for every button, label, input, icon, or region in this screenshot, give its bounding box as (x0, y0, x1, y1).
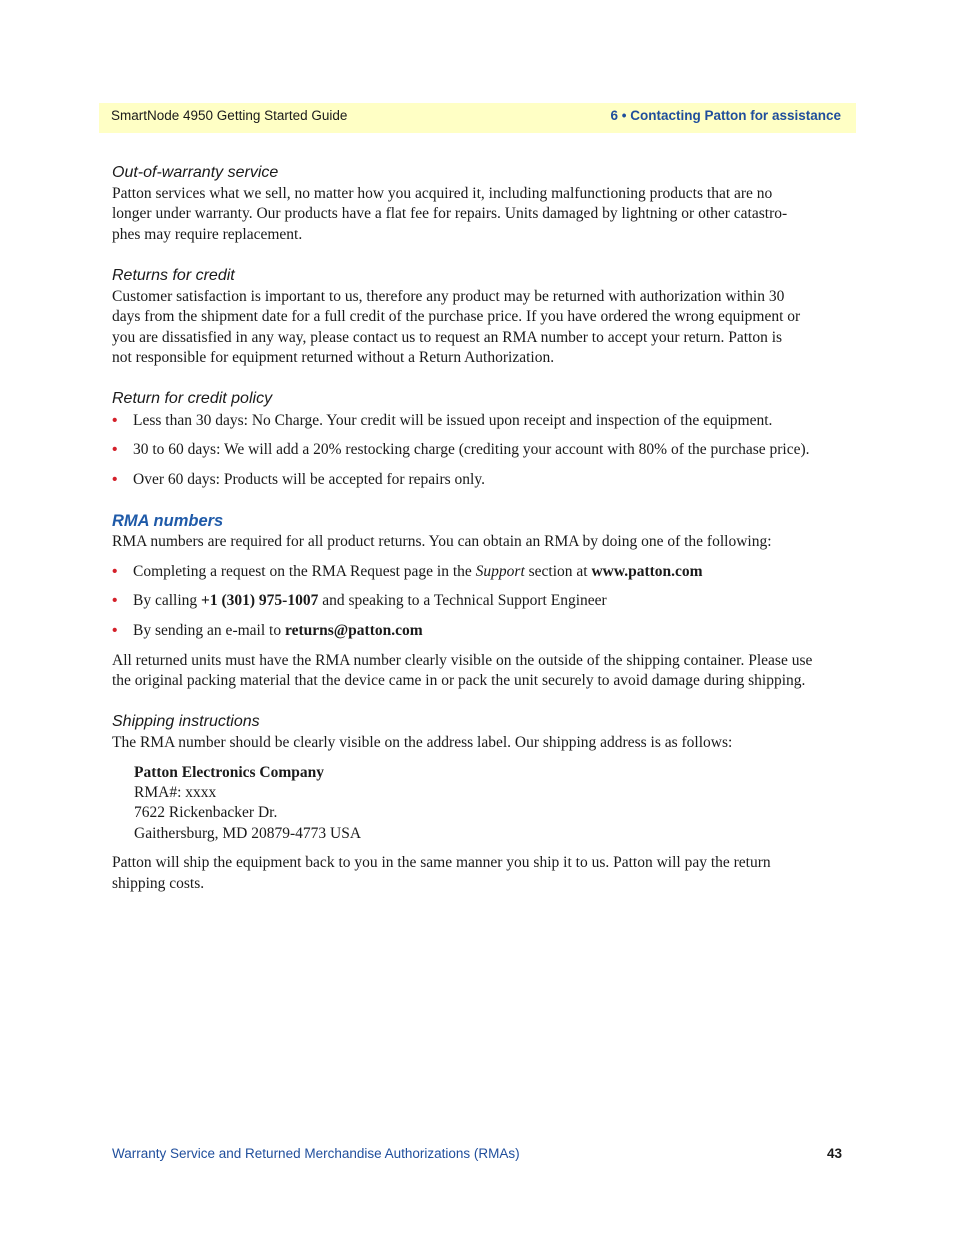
bullet-icon: • (112, 441, 118, 458)
header-chapter-title: 6 • Contacting Patton for assistance (610, 108, 841, 123)
rma-item-text (133, 621, 423, 641)
returns-credit-line-3: you are dissatisfied in any way, please contact us to request an RMA number to accept your return. Patton is (112, 329, 783, 346)
shipping-closing-line-2: shipping costs. (112, 875, 205, 892)
returns-credit-line-4: not responsible for equipment returned without a Return Authorization. (112, 349, 555, 366)
rma-item-text (133, 591, 607, 611)
heading-rma-numbers: RMA numbers (112, 512, 224, 530)
out-of-warranty-line-2: longer under warranty. Our products have a flat fee for repairs. Units damaged by lightning or other catastro- (112, 205, 788, 222)
rma-intro: RMA numbers are required for all product returns. You can obtain an RMA by doing one of the following: (112, 533, 772, 550)
heading-shipping: Shipping instructions (112, 713, 260, 730)
shipping-intro: The RMA number should be clearly visible on the address label. Our shipping address is as follows: (112, 734, 733, 751)
returns-credit-line-2: days from the shipment date for a full credit of the purchase price. If you have ordered the wrong equipment or (112, 308, 801, 325)
company-name: Patton Electronics Company (134, 764, 325, 781)
email-address: returns@patton.com (284, 622, 423, 639)
bullet-icon: • (112, 412, 118, 429)
heading-out-of-warranty: Out-of-warranty service (112, 164, 279, 181)
address-city: Gaithersburg, MD 20879-4773 USA (134, 825, 362, 842)
address-street: 7622 Rickenbacker Dr. (134, 804, 278, 821)
phone-number: +1 (301) 975-1007 (201, 592, 319, 609)
bullet-icon: • (112, 563, 118, 580)
text-run: By sending an e-mail to (133, 622, 285, 639)
address-company (134, 763, 324, 783)
header-guide-title: SmartNode 4950 Getting Started Guide (111, 108, 348, 123)
bullet-icon: • (112, 592, 118, 609)
text-run: section at (524, 563, 592, 580)
page-number: 43 (826, 1146, 842, 1161)
bullet-icon: • (112, 471, 118, 488)
returns-credit-line-1: Customer satisfaction is important to us, therefore any product may be returned with authorization within 30 (112, 288, 785, 305)
policy-item-text: Less than 30 days: No Charge. Your credit will be issued upon receipt and inspection of the equipment. (133, 412, 773, 429)
text-run: and speaking to a Technical Support Engineer (318, 592, 607, 609)
shipping-closing-line-1: Patton will ship the equipment back to you in the same manner you ship it to us. Patton will pay the return (112, 854, 771, 871)
text-run: By calling (133, 592, 202, 609)
heading-credit-policy: Return for credit policy (112, 390, 273, 407)
policy-item-text: 30 to 60 days: We will add a 20% restocking charge (crediting your account with 80% of the purchase price). (133, 441, 810, 458)
out-of-warranty-line-3: phes may require replacement. (112, 226, 303, 243)
bullet-icon: • (112, 622, 118, 639)
out-of-warranty-line-1: Patton services what we sell, no matter how you acquired it, including malfunctioning products that are no (112, 185, 773, 202)
support-section-name: Support (475, 563, 525, 580)
rma-closing-line-2: the original packing material that the device came in or pack the unit securely to avoid damage during shipping. (112, 672, 806, 689)
rma-closing-line-1: All returned units must have the RMA number clearly visible on the outside of the shipping container. Please use (112, 652, 813, 669)
footer-section-title: Warranty Service and Returned Merchandise Authorizations (RMAs) (112, 1146, 520, 1161)
rma-item-text (133, 562, 703, 582)
heading-returns-for-credit: Returns for credit (112, 267, 235, 284)
running-header (99, 103, 856, 133)
text-run: Completing a request on the RMA Request page in the (133, 563, 476, 580)
website-url: www.patton.com (591, 563, 703, 580)
address-rma: RMA#: xxxx (134, 784, 217, 801)
policy-item-text: Over 60 days: Products will be accepted for repairs only. (133, 471, 485, 488)
